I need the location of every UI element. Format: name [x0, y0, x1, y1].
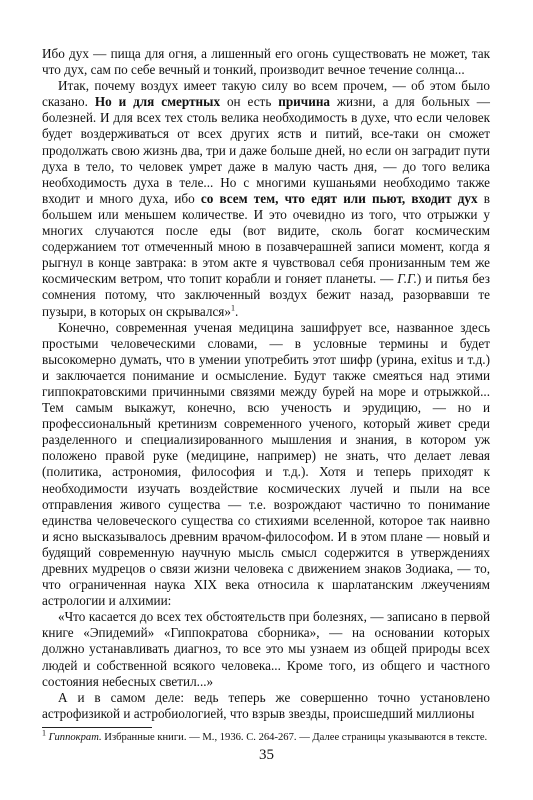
page-number: 35	[259, 747, 274, 763]
paragraph-1: Ибо дух — пища для огня, а лишенный его огонь существовать не может, так что дух, сам по себе вечный и тонкий, производит вечное течение солнца...	[42, 46, 490, 78]
paragraph-3: Конечно, современная ученая медицина зашифрует все, названное здесь простыми человеческими словами, — в условные термины и будет высокомерно думать, что в умении употребить этот шифр (урина, exitus и т.д.) и заключается понимание и осмысление. Будут также смеяться над этими гиппократовскими причинными связями между бурей на море и отрыжкой... Тем самым выкажут, конечно, всю ученость и эрудицию, — но и профессиональный кретинизм современного ученого, который живет среди разделенного и специализированного мышления и знания, в котором уж положено правой руке (медицине, например) не знать, что делает левая (политика, астрономия, философия и т.д.). Хотя и теперь приходят к необходимости изучать воздействие космических лучей и пыли на все отправления живого существа — т.е. возрождают частично то понимание единства человеческого существа со стихиями вселенной, которое так наивно и ясно высказывалось древним врачом-философом. И в этом плане — новый и будящий современную научную мысль смысл содержится в утверждениях древних мудрецов о связи жизни человека с движением знаков Зодиака, — то, что ограниченная наука XIX века относила к шарлатанским лжеучениям астрологии и алхимии:	[42, 319, 490, 609]
footnote	[42, 728, 490, 744]
footnote-divider	[42, 727, 152, 728]
footnote-text: Гиппократ. Избранные книги. — М., 1936. С. 264-267. — Далее страницы указываются в тексте.	[48, 731, 488, 743]
page-body	[42, 46, 490, 744]
paragraph-2: Итак, почему воздух имеет такую силу во всем прочем, — об этом было сказано. Но и для смертных он есть причина жизни, а для больных — болезней. И для всех тех столь велика необходимость в духе, что если человек будет воздерживаться от всех других яств и питий, все-таки он сможет продолжать свою жизнь два, три и даже больше дней, но если он заградит пути духа в тело, то человек умрет даже в малую часть дня, — до того велика необходимость духа в теле... Но с многими кушаньями необходимо также входит и много духа, ибо со всем тем, что едят или пьют, входит дух в большем или меньшем количестве. И это очевидно из того, что отрыжки у многих случаются после еды (вот видите, сколь богат космическим содержанием тот отмеченный мною в позавчерашней записи момент, когда я рыгнул в конце завтрака: в этом акте я чувствовал себя пронизанным тем же космическим ветром, что топит корабли и гоняет планеты. — Г.Г.) и питья без сомнения потому, что заключенный воздух бежит назад, разорвавши те пузыри, в которых он скрывался»$^1$.	[42, 78, 491, 319]
paragraph-5: А и в самом деле: ведь теперь же совершенно точно установлено астрофизикой и астробиологией, что взрыв звезды, происшедший миллионы	[42, 689, 490, 721]
paragraph-4-quote: «Что касается до всех тех обстоятельств при болезнях, — записано в первой книге «Эпидемий» «Гиппократова сборника», — на основании которых должно устанавливать диагноз, то все это мы узнаем из общей природы всех людей и собственной всякого человека... Кроме того, из общего и частного состояния небесных светил...»	[42, 609, 490, 689]
footnote-marker: 1	[42, 728, 46, 738]
